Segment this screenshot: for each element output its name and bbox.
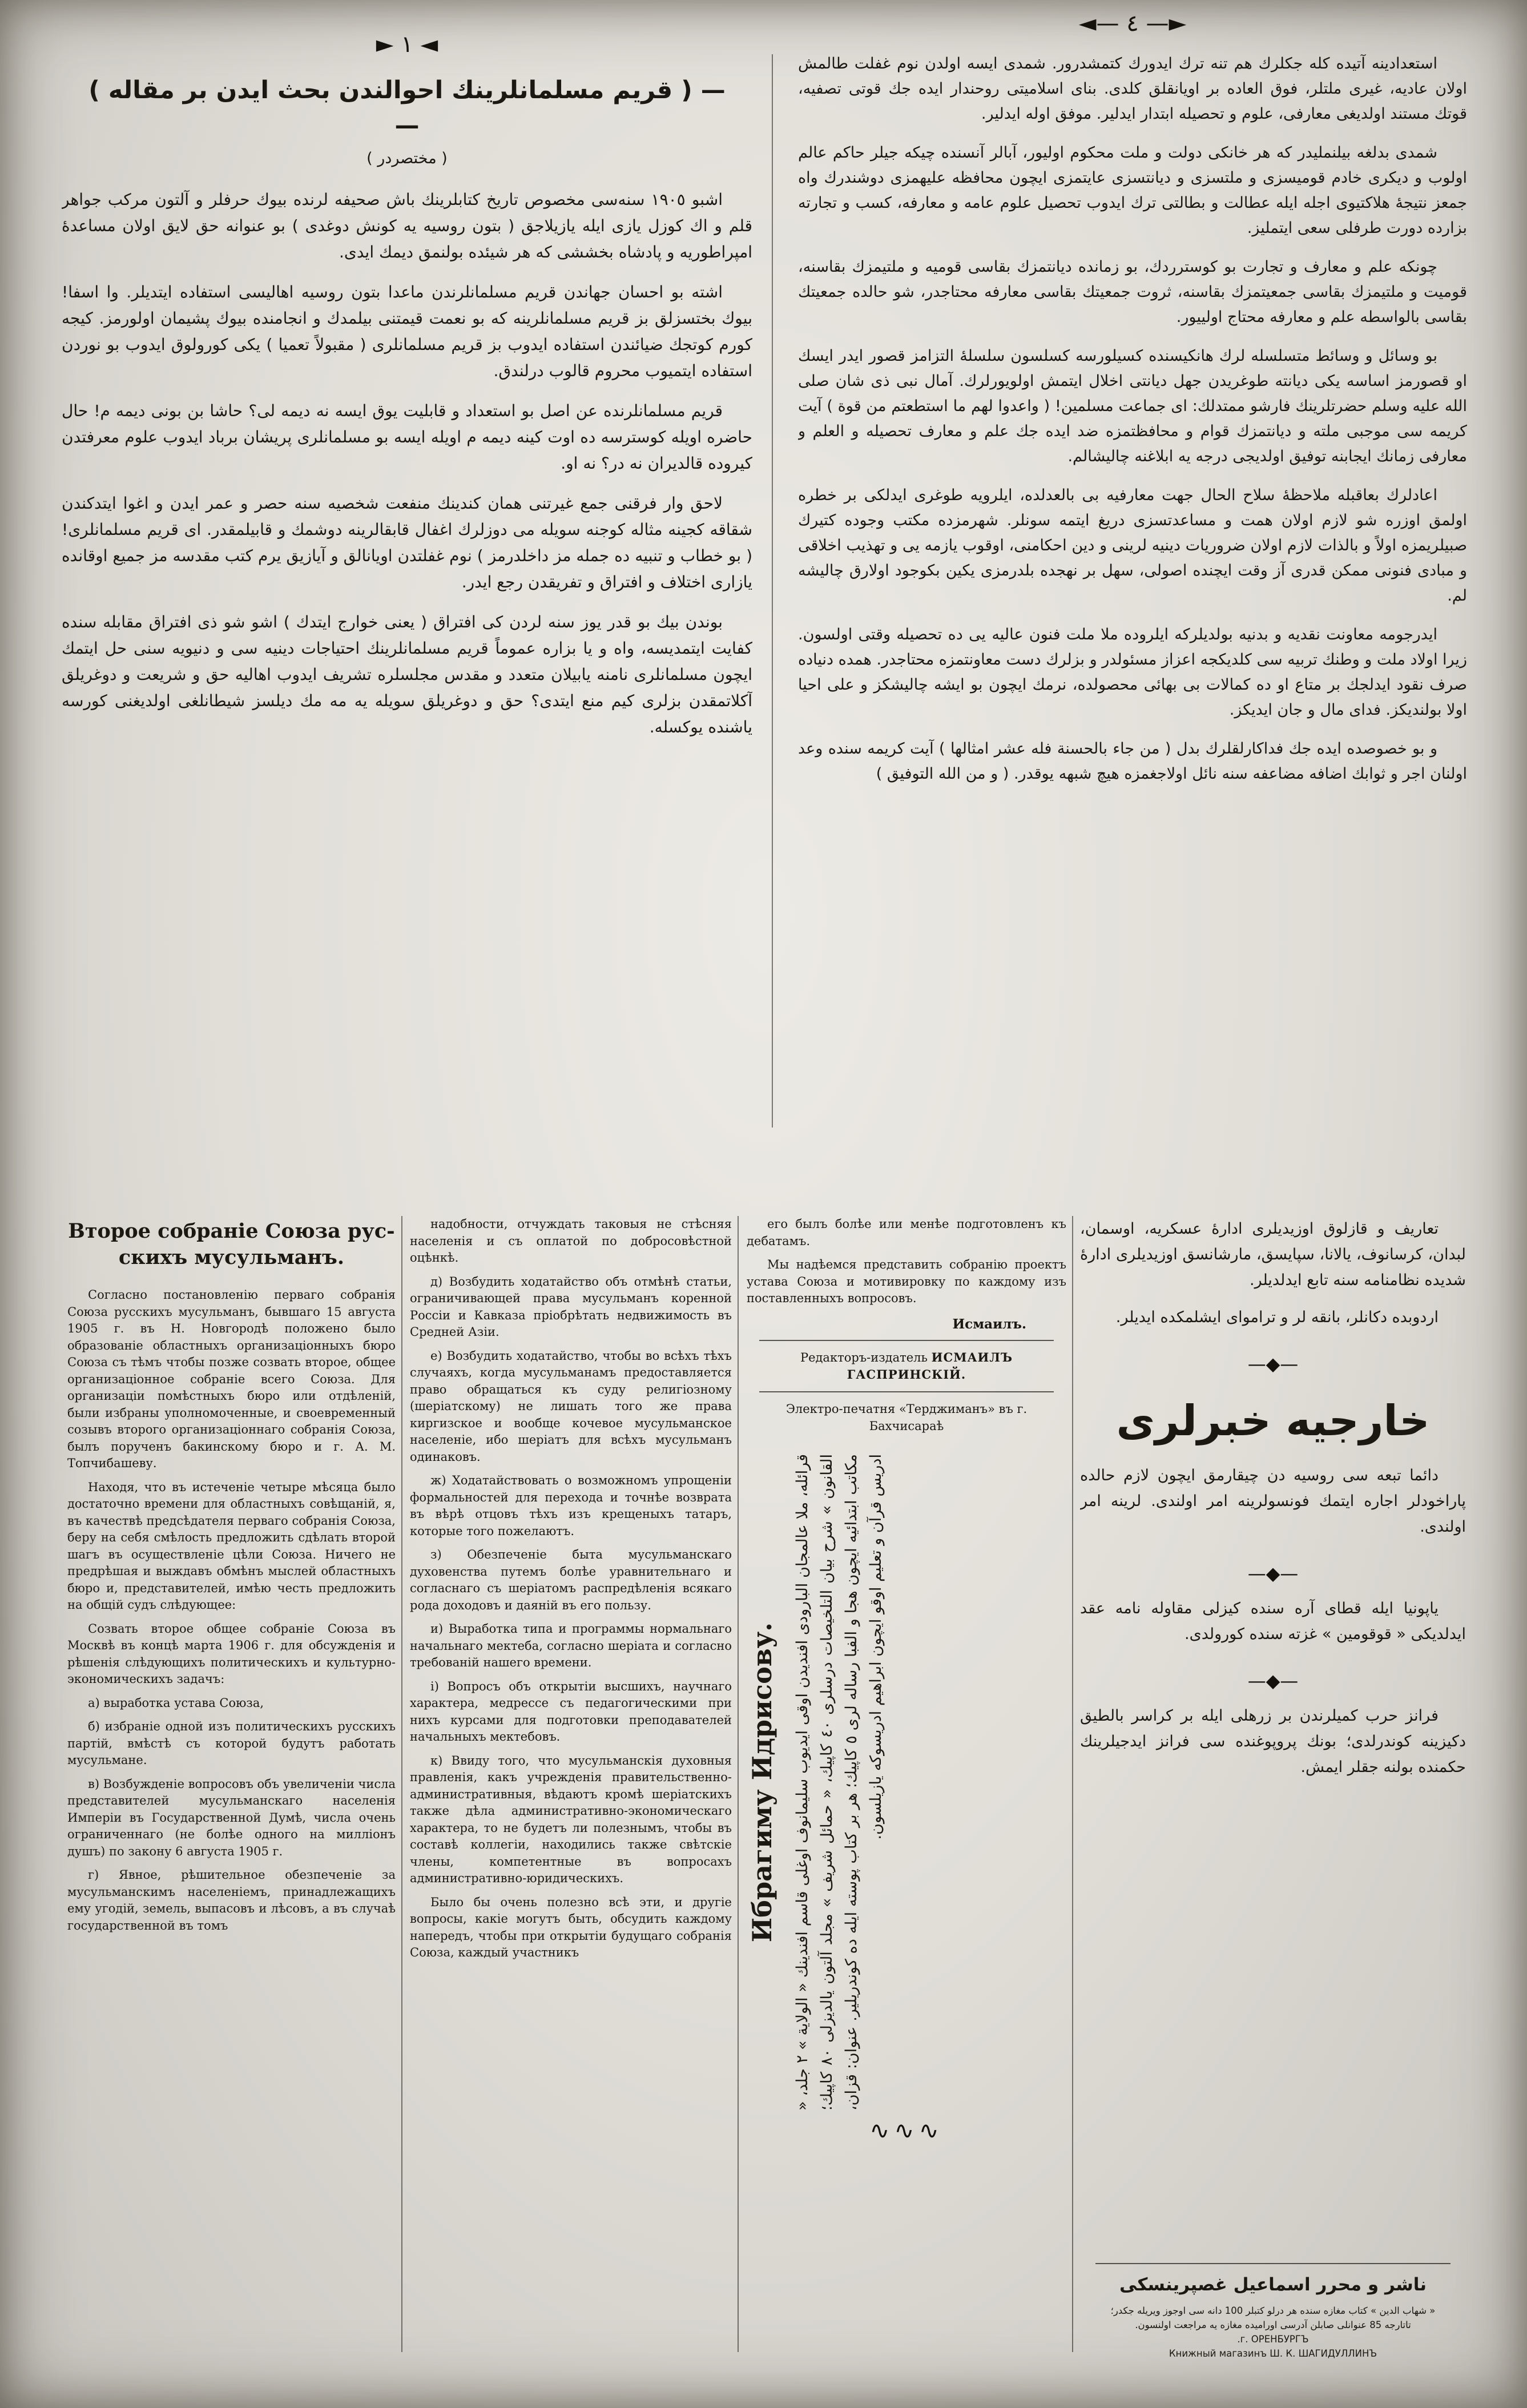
paragraph: Мы надѣемся представить собранію проектъ устава Союза и мотивировку по каждому изъ поставленныхъ вопросовъ. <box>747 1258 1066 1305</box>
article-paragraph: قريم مسلمانلرنده عن اصل بو استعداد و قابليت يوق ايسه نه ديمه لى؟ حاشا بن بونى ديمه م! حال حاضره اويله كوسترسه ده اوت كينه ديمه م اويله ايسه بو مسلمانلرى پريشان برباد ايدوب علوم معرفتدن كيروده قالديران نه در؟ نه او. <box>62 401 752 473</box>
editor-imprint-label: Редакторъ-издатель <box>800 1350 928 1364</box>
paragraph: надобности, отчуждать таковыя не стѣсняя населенія и съ оплатой по добросовѣстной оцѣнкѣ. <box>410 1217 732 1265</box>
article-headline: — ( قريم مسلمانلرينك احوالندن بحث ايدن بر مقاله ) — <box>88 76 726 140</box>
article-paragraph: اعادلرك بعاقبله ملاحظهٔ سلاح الحال جهت معارفيه بى بالعدلده، ايلرويه طوغرى ايدلكى بر خطره اولمق اوزره شو لازم اولان همت و مساعدتسزى دريغ ايتمه سونلر. شهرمزده مكتب وجوده كتيرك صبيلريمزه اولاً و بالذات لازم اولان ضروريات دينيه لرينى و دين احكامنى، اوقوب يازمه يى و تهذيب اخلاقى و مبادى فنونى ممكن قدرى آز وقت ايچنده اصولى، سهل بر نهجده بلدرمزى يكين بكوجود اولارق چاليشه لم. <box>798 486 1467 605</box>
article-paragraph: شمدى بدلغه بيلنمليدر كه هر خانكى دولت و ملت محكوم اوليور، آبالر آنسنده چيكه جيلر حاكم عالم اولوب و ديكرى خادم قوميسزى و ملتسزى و ديانتسزى عايتمزى ايچون محافظه عليهمزى دوشندرك واه جمعز نتيجهٔ هلاكتيوى اجله ايله عطالت و بطالتى ترك ايدوب تحصيل علوم عامه و معارفه، كسب و تجارته بزارده دورت طرفلى سعى ايتمليز. <box>798 144 1467 237</box>
small-print-line: « شهاب الدين » كتاب مغازه سنده هر درلو كتبلر 100 دانه سى اوجوز ويريله جكدر؛ <box>1110 2305 1436 2316</box>
fleuron-ornament: —◆— <box>1247 1670 1299 1692</box>
bottom-column-rule-1 <box>401 1216 402 2352</box>
printer-imprint: Электро-печатня «Терджиманъ» въ г. Бахчисараѣ <box>785 1402 1028 1433</box>
article-paragraph: و بو خصوصده ايده جك فداكارلقلرك بدل ( من جاء بالحسنة فله عشر امثالها ) آيت كريمه سنده وعد اولنان اجر و ثوابك اضافه مضاعفه سنه نائل اولاجغمزه هيچ شبهه يوقدر. ( و من الله التوفيق ) <box>798 740 1467 783</box>
article-paragraph: اشته بو احسان جهاندن قريم مسلمانلرندن ماعدا بتون روسيه اهاليسى استفاده ايتديلر. وا اسفا! بيوك بختسزلق بز قريم مسلمانلرينه كه بو نعمت قيمتنى بيلمدك و انجامنده بيوك پشيمان اولورمز. كيجه كورم كوتجك ضيائندن استفاده ايدوب بز قريم مسلمانلرى ( مقبولاً تعميا ) يكى كورولوق ايدوب بو نوردن استفاده ايتميوب محروم قالوب درلندق. <box>62 282 752 380</box>
article-paragraph: ايدرجومه معاونت نقديه و بدنيه بولديلركه ايلروده ملا ملت فنون عاليه يى ده تحصيله وقتى اولسون. زيرا اولاد ملت و وطنك تربيه سى كلديكجه اعزاز مسئولدر و بزلرك دست معاونتمزه محتاجدر. همده دنياده صرف نقود ايدلجك بر متاع او ده كمالات بى بهائى محصولده، نرمك ايچون بو ايشه چاليشكز و على احيا اولا بولنديكز. فداى مال و جان ايديكز. <box>798 626 1467 719</box>
news-item: ياپونيا ايله قطاى آره سنده كيزلى مقاوله نامه عقد ايدلديكى « قوقومين » غزته سنده كورولدى. <box>1080 1600 1466 1643</box>
article-paragraph: بو وسائل و وسائط متسلسله لرك هانكيسنده كسيلورسه كسلسون سلسلهٔ التزامز قصور ايدر ايسك او قصورمز اساسه يكى ديانته طوغريدن جهل ديانتى اخلال ايتمش اولويورلرك. آمال نبى ذى شان صلى الله عليه وسلم حضرتلرينك فارشو ممتدلك: اى جماعت مسلمين! ( واعدوا لهم ما استطعتم من قوة ) آيت كريمه سى موجبى ملته و ديانتمزك قوام و محافظتمزه ضد ايده جك علم و معارف تحصيله و العلم و معارفى زمانك ايجابنه توفيق اولديجى درجه يه ابلاغنه چاليشالم. <box>798 347 1467 465</box>
paragraph: е) Возбудить ходатайство, чтобы во всѣхъ тѣхъ случаяхъ, когда мусульманамъ предоставляется право обращаться къ суду религіозному (шеріатскому) не лишать того же права киргизское и вообще кочевое мусульманское населеніе, ибо шеріатъ для всѣхъ мусульманъ одинаковъ. <box>410 1348 732 1464</box>
squiggle-ornament: ∿∿∿ <box>869 2116 944 2144</box>
paragraph: і) Вопросъ объ открытіи высшихъ, научнаго характера, медрессе съ педагогическими при нихъ курсами для подготовки преподавателей начальныхъ мектебовъ. <box>410 1679 732 1743</box>
divider-rule <box>759 1391 1053 1392</box>
small-print-line: تاتارجه 85 عنوانلى صابلن آدرسى اوراميده مغازه يه مراجعت اولنسون. <box>1135 2320 1411 2330</box>
union-article-heading-line2: скихъ мусульманъ. <box>118 1246 345 1269</box>
russian-column-2-body <box>410 1216 732 1962</box>
small-print-line: г. ОРЕНБУРГЪ. <box>1237 2334 1309 2345</box>
paragraph: Согласно постановленію перваго собранія Союза русскихъ мусульманъ, бывшаго 15 августа 1905 г. въ Н. Новгородѣ положено было образованіе областныхъ организаціонныхъ бюро Союза съ тѣмъ чтобы позже созвать второе, общее организаціонное собраніе всего Союза. Для организаціи помѣстныхъ бюро или отдѣленій, были избраны уполномоченные, и своевременный созывъ второго организаціоннаго собранія Союза, былъ порученъ бакинскому бюро и г. А. М. Топчибашеву. <box>67 1288 396 1470</box>
vertical-advertisement-rotated-content <box>747 1454 1066 2111</box>
top-column-rule <box>772 54 773 1128</box>
paragraph: б) избраніе одной изъ политическихъ русскихъ партій, вмѣстѣ съ которой будутъ работать мусульмане. <box>67 1720 396 1767</box>
paragraph: г) Явное, рѣшительное обезпеченіе за мусульманскимъ населеніемъ, принадлежащихъ ему угодій, земель, выпасовъ и лѣсовъ, а въ случаѣ государственной въ томъ <box>67 1868 396 1932</box>
paragraph: Созвать второе общее собраніе Союза въ Москвѣ въ концѣ марта 1906 г. для обсужденія и рѣшенія слѣдующихъ политическихъ и культурно-экономическихъ задачъ: <box>67 1621 396 1686</box>
bottom-column-rule-2 <box>738 1216 739 2352</box>
ottoman-news-column <box>1080 1216 1466 2363</box>
news-item: دائما تبعه سى روسيه دن چيقارمق ايچون لازم حالده پاراخودلر اجاره ايتمك فونسولرينه امر اولندى. لرينه امر اولندى. <box>1080 1467 1466 1536</box>
fleuron-ornament: —◆— <box>1247 1563 1299 1584</box>
article-body-right <box>798 51 1467 787</box>
russian-column-1 <box>67 1216 396 2363</box>
paragraph: в) Возбужденіе вопросовъ объ увеличеніи числа представителей мусульманскаго населенія Имперіи въ Государственной Думѣ, числа очень ограниченнаго (не болѣе одного на милліонъ душъ) по закону 6 августа 1905 г. <box>67 1777 396 1858</box>
paragraph: к) Ввиду того, что мусульманскія духовныя правленія, какъ учрежденія правительственно-административныя, вѣдаютъ кромѣ шеріатскихъ также дѣла административно-экономическаго характера, то не будетъ ли полезнымъ, чтобы въ составѣ коллегіи, находились также свѣтскіе члены, компетентные въ вопросахъ административно-юридическихъ. <box>410 1753 732 1885</box>
page-number-4-ornament: ►— ٤ —◄ <box>1078 10 1187 37</box>
divider-rule <box>759 1340 1053 1341</box>
notice-paragraph: اردوبده دكانلر، بانقه لر و ترامواى ايشلمكده ايديلر. <box>1115 1308 1439 1326</box>
article-paragraph: لاحق وار فرقنى جمع غيرتنى همان كندينك منفعت شخصيه سنه حصر و عمر ايدن و اغوا ايتدكندن شقاقه كجينه مثاله كوجنه سويله مى دوزلرك اغفال قابقالرينه دوشمك و قابيلمقدر. اى قريم مسلمانلرى! ( بو خطاب و تنبيه ده جمله مز داخلدرمز ) نوم غفلتدن اويانالق و آيازيق يرم كتب مقدسه مز جميع اوقانده يازارى اختلاف و افتراق و تفريقدن رجع ايدر. <box>62 493 752 591</box>
column-footer <box>1080 2255 1466 2363</box>
notice-paragraph: تعاريف و قازلوق اوزيديلرى ادارهٔ عسكريه، اوسمان، لبدان، كرسانوف، يالانا، سپايسق، مارشانسق اوزيديلرى ادارهٔ شديده نظامنامه سنه تابع ايدلديلر. <box>1080 1220 1466 1289</box>
russian-column-2 <box>410 1216 732 2363</box>
paragraph: д) Возбудить ходатайство объ отмѣнѣ статьи, ограничивающей права мусульманъ коренной Россіи и Кавказа пріобрѣтать недвижимость въ Средней Азіи. <box>410 1274 732 1339</box>
publisher-imprint: ناشر و محرر اسماعيل غصپرينسكى <box>1119 2274 1427 2295</box>
paragraph: Находя, что въ истеченіе четыре мѣсяца было достаточно времени для областныхъ совѣщаній, я, въ качествѣ предсѣдателя перваго собранія Союза, беру на себя смѣлость предложить сдѣлать второй шагъ въ осуществленіе цѣли Союза. Ничего не предрѣшая и выждавъ обмѣнъ мыслей областныхъ бюро и, представителей, имѣю честь предложить на общій судъ слѣдующее: <box>67 1480 396 1612</box>
paragraph: и) Выработка типа и программы нормальнаго начальнаго мектеба, согласно шеріата и согласно требованій нашего времени. <box>410 1622 732 1669</box>
news-item: فرانز حرب كميلرندن بر زرهلى ايله بر كراسر بالطيق دكيزينه كوندرلدى؛ بونك پروپوغنده سى فرانز ايدجيلرينك حكمنده بولنه جقلر ايمش. <box>1080 1707 1466 1776</box>
fleuron-ornament: —◆— <box>1247 1353 1299 1375</box>
paragraph: Было бы очень полезно всѣ эти, и другіе вопросы, какіе могутъ быть, обсудить каждому напередъ, чтобы при открытіи будущаго собранія Союза, каждый участникъ <box>410 1895 732 1959</box>
union-article-heading-line1: Второе собраніе Союза рус- <box>68 1219 395 1243</box>
editor-imprint <box>751 1349 1062 1383</box>
divider-rule <box>1095 2263 1451 2264</box>
editor-imprint-name: ИСМАИЛЪ ГАСПРИНСКІЙ. <box>847 1350 1013 1382</box>
foreign-news-heading: خارجيه خبرلرى <box>1116 1396 1430 1445</box>
article-paragraph: بوندن بيك بو قدر يوز سنه لردن كى افتراق ( يعنى خوارج ايتدك ) اشو شو ذى افتراق مقابله سنده كفايت ايتمديسه، واه و يا بزاره عموماً قريم مسلمانلرينك احتياجات دينيه سى و دنيويه سنى حل ايتمك ايچون مسلمانلرى نامنه يابيلان متعدد و مقدس مجلسلره تشريف ايدوب اهاليه حق و شريعت و دوغريلق آكلاتمقدن بزلرى كيم منع ايتدى؟ حق و دوغريلق سويله يه مه مك ديلسز شيطانلغى اولديغنى كورسه ياشنده يوكسله. <box>62 612 752 736</box>
top-right-article-column <box>798 10 1467 1175</box>
paragraph: а) выработка устава Союза, <box>88 1696 264 1710</box>
bottom-column-rule-3 <box>1072 1216 1073 2352</box>
russian-column-3 <box>747 1216 1066 2363</box>
small-print-line: Книжный магазинъ Ш. К. ШАГИДУЛЛИНЪ <box>1169 2348 1377 2359</box>
paragraph: его былъ болѣе или менѣе подготовленъ къ дебатамъ. <box>747 1217 1066 1248</box>
russian-column-3-body <box>747 1216 1066 1307</box>
article-paragraph: چونكه علم و معارف و تجارت بو كوسترردك، بو زمانده ديانتمزك بقاسى قوميه و ملتيمزك بقاسنه، قوميت و ملتيمزك بقاسى جمعيتمزك بقاسنه، ثروت جمعيتك بقاسى معارفه محتاجدر، شو حالده جمعيتك بقاسى بالواسطه علم و معارفه محتاج اولييور. <box>798 258 1467 326</box>
author-signature: Исмаилъ. <box>952 1316 1026 1332</box>
article-subhead: ( مختصردر ) <box>366 149 448 167</box>
paragraph: ж) Ходатайствовать о возможномъ упрощеніи формальностей для перехода и точнѣе возврата въ вѣрѣ отцовъ тѣхъ изъ крещеныхъ татаръ, которые того пожелаютъ. <box>410 1473 732 1538</box>
article-paragraph: استعدادينه آتيده كله جكلرك هم تنه ترك ايدورك كتمشدرور. شمدى ايسه اولدن نوم غفلت طالمش اولان عاديه، غيرى ملتلر، فوق العاده بر اويانقلق كلدى. بناى اسلاميتى روحندار ايده جك قوتى تصفيه، قوتك مستند اولديغى معارفى، علوم و تحصيله ابتدار ايدلير. موفق اوله ايدلير. <box>798 55 1467 123</box>
paragraph: з) Обезпеченіе быта мусульманскаго духовенства путемъ болѣе уравнительнаго и согласнаго съ шеріатомъ распредѣленія всякаго рода доходовъ и даяній въ его пользу. <box>410 1548 732 1612</box>
page-number-1-ornament: ◄ ١ ► <box>376 31 438 58</box>
vertical-advertisement <box>747 1454 1066 2111</box>
advertisement-text: قرائله، ملا عالمجان البارودى افنديدن اوقى ايديوب سليمانوف اوغلى قاسم افندينك « الولاية » ٢ جلد، « القانون » شرح بيان التلخيصات درسلرى ٤٠ كاپيك، « حمائل شريف » مجلد آلتون يالديزلى ٨٠ كاپيك؛ مكاتب ابتدائيه ايچون هجا و الفبا رساله لرى ٥ كاپيك؛ هر بر كتاب پوسته ايله ده كوندريلير. عنوان: قزان، ادريس قرآن و تعليم اوقو ايچون ابراهيم ادريسوكه يازيلسون. <box>793 1453 885 2111</box>
bookstore-small-print <box>1083 2304 1462 2360</box>
article-paragraph: اشبو ١٩٠٥ سنه‌سى مخصوص تاريخ كتابلرينك باش صحيفه لرنده بيوك حرفلر و آلتون مركب جواهر قلم و اك كوزل يازى ايله يازيلاجق ( بتون روسيه يه كونش دوغدى ) بو عنوانه حق لايق اولان مساعدهٔ امپراطوريه و پادشاه بخششى كه هر شيئده بولنمق ديمك ايدى. <box>62 190 752 261</box>
advertisement-addressee: Ибрагиму Идрисову. <box>747 1622 777 1942</box>
union-article-heading <box>67 1218 396 1271</box>
russian-column-1-body <box>67 1287 396 1934</box>
top-left-article-column <box>62 31 752 1167</box>
article-body-left <box>62 187 752 740</box>
